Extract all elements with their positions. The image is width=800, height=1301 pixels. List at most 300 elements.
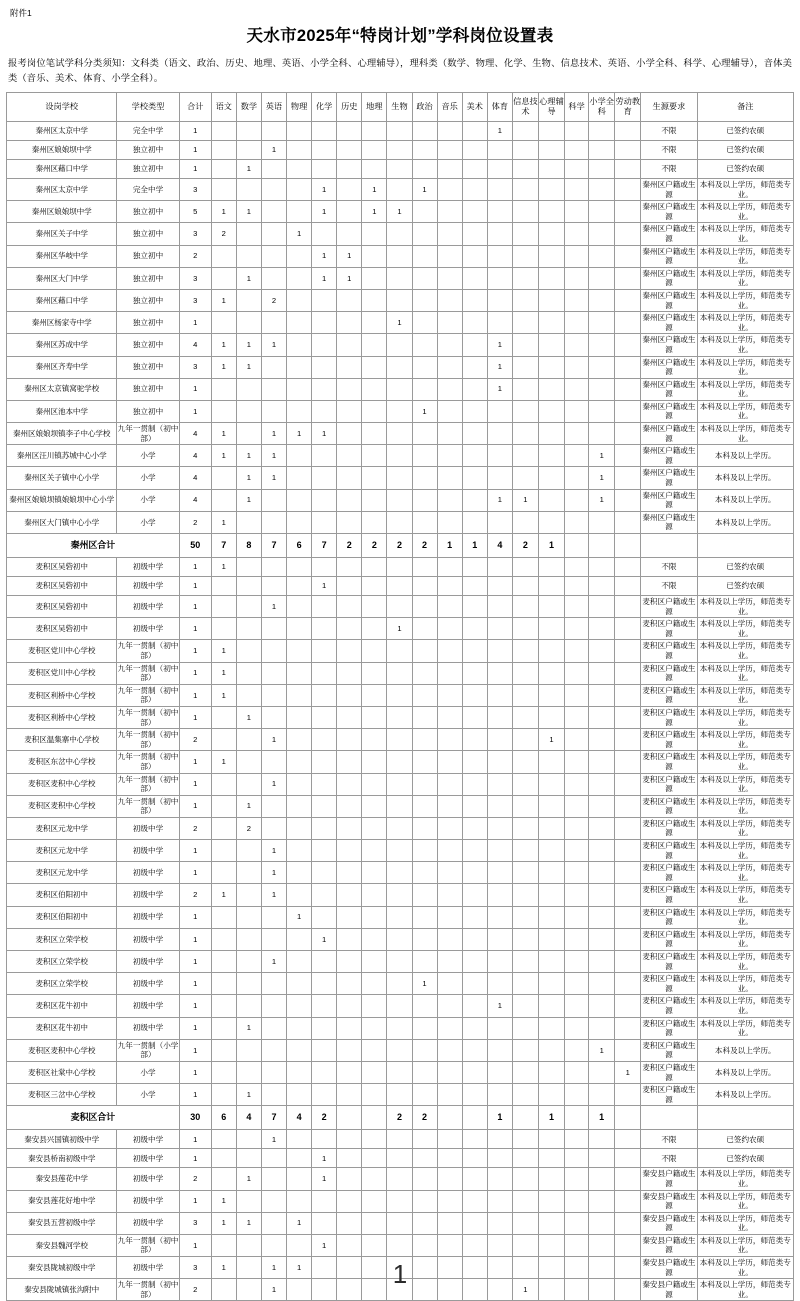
cell-source-requirement: 秦州区户籍或生源 — [641, 312, 697, 334]
cell-subject-count: 1 — [261, 951, 286, 973]
cell-subject-count — [437, 1061, 462, 1083]
cell-subject-count — [287, 995, 312, 1017]
cell-subject-count — [437, 951, 462, 973]
cell-subject-count: 1 — [487, 122, 512, 141]
cell-subject-count — [387, 1212, 412, 1234]
header-biology: 生物 — [387, 93, 412, 122]
cell-subject-count — [437, 577, 462, 596]
cell-subject-count — [437, 1168, 462, 1190]
cell-school-type: 初级中学 — [117, 1149, 179, 1168]
cell-subject-count — [615, 534, 641, 558]
cell-subject-count — [312, 817, 337, 839]
cell-total: 1 — [179, 160, 211, 179]
cell-school-type: 初级中学 — [117, 884, 179, 906]
cell-subject-count — [589, 906, 615, 928]
cell-subject-count — [565, 489, 589, 511]
header-chemistry: 化学 — [312, 93, 337, 122]
cell-subject-count — [615, 334, 641, 356]
cell-subject-count — [362, 706, 387, 728]
cell-subject-count — [261, 618, 286, 640]
cell-subject-count — [261, 201, 286, 223]
cell-subject-count — [412, 662, 437, 684]
cell-subject-count — [362, 1149, 387, 1168]
cell-subject-count — [412, 267, 437, 289]
cell-subject-count — [462, 445, 487, 467]
cell-subject-count — [312, 289, 337, 311]
cell-subject-count — [387, 1279, 412, 1301]
cell-subject-count — [512, 467, 538, 489]
cell-subject-count — [362, 1039, 387, 1061]
cell-subject-count — [387, 662, 412, 684]
cell-subject-count — [387, 1234, 412, 1256]
cell-subject-count — [437, 1084, 462, 1106]
cell-total: 3 — [179, 289, 211, 311]
cell-remarks: 本科及以上学历。 — [697, 445, 793, 467]
cell-subject-count — [462, 141, 487, 160]
cell-subject-count — [538, 1234, 564, 1256]
cell-subject-count — [589, 1212, 615, 1234]
cell-school-name: 秦州区大门镇中心小学 — [7, 511, 117, 533]
cell-subject-count — [412, 906, 437, 928]
header-art: 美术 — [462, 93, 487, 122]
cell-subject-count — [287, 356, 312, 378]
cell-remarks: 本科及以上学历，师范类专业。 — [697, 684, 793, 706]
cell-subject-count — [287, 751, 312, 773]
cell-source-requirement: 秦安县户籍或生源 — [641, 1279, 697, 1301]
table-row — [7, 201, 794, 223]
cell-subject-count — [261, 489, 286, 511]
cell-subject-count — [615, 423, 641, 445]
cell-subject-count — [565, 995, 589, 1017]
cell-subject-count — [462, 289, 487, 311]
cell-subject-count — [211, 378, 236, 400]
cell-subject-count: 1 — [487, 356, 512, 378]
cell-school-type: 独立初中 — [117, 223, 179, 245]
cell-remarks: 本科及以上学历，师范类专业。 — [697, 378, 793, 400]
cell-total: 2 — [179, 245, 211, 267]
cell-subject-count: 1 — [287, 1257, 312, 1279]
header-primary-all: 小学全科 — [589, 93, 615, 122]
cell-subject-count — [261, 378, 286, 400]
cell-subject-count — [538, 706, 564, 728]
cell-subject-count — [538, 511, 564, 533]
cell-subject-count — [337, 862, 362, 884]
cell-subject-count — [615, 1190, 641, 1212]
cell-subject-count — [387, 729, 412, 751]
cell-subject-count: 2 — [387, 1106, 412, 1130]
cell-subject-count — [512, 773, 538, 795]
cell-source-requirement: 不限 — [641, 1130, 697, 1149]
cell-subject-count — [565, 423, 589, 445]
cell-subject-count: 1 — [387, 618, 412, 640]
cell-school-name: 秦州区杨家寺中学 — [7, 312, 117, 334]
cell-school-type: 小学 — [117, 489, 179, 511]
cell-subject-count — [412, 596, 437, 618]
cell-subject-count — [211, 1149, 236, 1168]
table-row — [7, 1017, 794, 1039]
cell-subject-count — [615, 489, 641, 511]
cell-subject-count — [211, 706, 236, 728]
cell-subject-count — [565, 951, 589, 973]
cell-subject-count — [312, 706, 337, 728]
cell-subject-count: 1 — [287, 423, 312, 445]
cell-subject-count — [512, 729, 538, 751]
cell-school-name: 秦州区关子中学 — [7, 223, 117, 245]
cell-subject-count — [512, 817, 538, 839]
cell-subject-count — [412, 511, 437, 533]
cell-subject-count — [261, 1234, 286, 1256]
page-number: 1 — [392, 1259, 408, 1290]
cell-subject-count — [589, 511, 615, 533]
cell-subject-count — [589, 179, 615, 201]
cell-subject-count — [337, 706, 362, 728]
cell-school-type: 九年一贯制（初中部） — [117, 706, 179, 728]
cell-school-type: 初级中学 — [117, 1190, 179, 1212]
table-row — [7, 467, 794, 489]
cell-subject-count — [615, 1106, 641, 1130]
cell-subject-count: 1 — [487, 334, 512, 356]
cell-subject-count: 1 — [211, 662, 236, 684]
cell-subject-count — [362, 884, 387, 906]
cell-source-requirement: 秦州区户籍或生源 — [641, 245, 697, 267]
cell-subject-count — [565, 729, 589, 751]
cell-school-type: 初级中学 — [117, 951, 179, 973]
cell-subject-count — [437, 751, 462, 773]
cell-subject-count — [538, 312, 564, 334]
table-row — [7, 640, 794, 662]
cell-subject-count — [565, 577, 589, 596]
cell-subject-count — [211, 1279, 236, 1301]
cell-total: 1 — [179, 312, 211, 334]
cell-subject-count — [412, 951, 437, 973]
cell-subject-count — [387, 179, 412, 201]
cell-subject-count: 1 — [211, 558, 236, 577]
cell-subject-count — [538, 995, 564, 1017]
cell-subject-count — [565, 160, 589, 179]
cell-total: 5 — [179, 201, 211, 223]
cell-school-name: 秦州区太京镇窝驼学校 — [7, 378, 117, 400]
cell-total: 4 — [179, 423, 211, 445]
cell-subject-count — [362, 467, 387, 489]
cell-subject-count — [487, 558, 512, 577]
cell-school-name: 麦积区麦积中心学校 — [7, 1039, 117, 1061]
cell-subject-count: 1 — [236, 356, 261, 378]
cell-subject-count — [362, 840, 387, 862]
cell-subject-count — [312, 1257, 337, 1279]
cell-subject-count — [462, 577, 487, 596]
cell-subject-count — [487, 467, 512, 489]
cell-subject-count — [337, 795, 362, 817]
cell-subject-count — [312, 1190, 337, 1212]
cell-total: 1 — [179, 795, 211, 817]
cell-subject-count — [236, 973, 261, 995]
cell-subject-count — [236, 995, 261, 1017]
cell-subject-count — [615, 160, 641, 179]
cell-subject-count — [312, 773, 337, 795]
cell-subject-count — [565, 223, 589, 245]
cell-subject-count — [287, 662, 312, 684]
cell-subject-count — [589, 928, 615, 950]
cell-subject-count — [337, 973, 362, 995]
cell-subject-count — [538, 179, 564, 201]
cell-remarks: 本科及以上学历，师范类专业。 — [697, 973, 793, 995]
cell-subject-count: 1 — [387, 312, 412, 334]
cell-subject-count — [211, 141, 236, 160]
table-row — [7, 995, 794, 1017]
cell-subject-count — [387, 1149, 412, 1168]
cell-subject-count — [437, 906, 462, 928]
cell-school-type: 初级中学 — [117, 558, 179, 577]
cell-subject-count — [589, 862, 615, 884]
cell-subject-count — [236, 423, 261, 445]
cell-subject-count — [236, 729, 261, 751]
cell-subject-count — [362, 289, 387, 311]
table-row — [7, 141, 794, 160]
cell-subject-count — [312, 378, 337, 400]
cell-subject-count — [462, 618, 487, 640]
cell-source-requirement: 秦安县户籍或生源 — [641, 1234, 697, 1256]
table-row — [7, 445, 794, 467]
cell-subject-count — [565, 1190, 589, 1212]
cell-school-name: 麦积区元龙中学 — [7, 862, 117, 884]
cell-subject-count: 2 — [362, 534, 387, 558]
cell-subject-count — [487, 840, 512, 862]
cell-subject-count — [337, 289, 362, 311]
cell-source-requirement: 秦州区户籍或生源 — [641, 223, 697, 245]
cell-subject-count — [236, 884, 261, 906]
cell-subject-count — [312, 400, 337, 422]
cell-subject-count — [236, 1061, 261, 1083]
cell-subject-count — [236, 122, 261, 141]
cell-subject-count — [337, 312, 362, 334]
cell-school-type: 独立初中 — [117, 356, 179, 378]
cell-subject-count — [565, 906, 589, 928]
cell-school-name: 秦州区娘娘坝中学 — [7, 141, 117, 160]
cell-subject-count — [337, 334, 362, 356]
cell-subject-count — [412, 223, 437, 245]
cell-subject-count: 1 — [312, 245, 337, 267]
cell-remarks: 本科及以上学历，师范类专业。 — [697, 729, 793, 751]
cell-school-name: 麦积区立荣学校 — [7, 973, 117, 995]
cell-subject-count — [387, 334, 412, 356]
cell-subject-count — [487, 618, 512, 640]
cell-subject-count — [362, 729, 387, 751]
cell-subject-count — [615, 1149, 641, 1168]
cell-subject-count — [487, 1190, 512, 1212]
cell-subject-count — [337, 884, 362, 906]
cell-subject-count: 1 — [211, 201, 236, 223]
cell-subject-count: 1 — [312, 1234, 337, 1256]
cell-subject-count — [538, 267, 564, 289]
cell-subject-count — [387, 1130, 412, 1149]
cell-subject-count — [287, 951, 312, 973]
cell-subject-count — [412, 1212, 437, 1234]
cell-subject-count — [589, 558, 615, 577]
header-politics: 政治 — [412, 93, 437, 122]
header-music: 音乐 — [437, 93, 462, 122]
cell-subject-count — [211, 267, 236, 289]
cell-subject-count: 1 — [211, 1190, 236, 1212]
cell-subject-count — [589, 400, 615, 422]
cell-subject-count — [387, 1257, 412, 1279]
cell-subject-count — [462, 245, 487, 267]
cell-subject-count — [412, 356, 437, 378]
cell-remarks: 本科及以上学历，师范类专业。 — [697, 201, 793, 223]
cell-subject-count — [412, 773, 437, 795]
cell-subject-count — [387, 751, 412, 773]
cell-remarks: 已签约农硕 — [697, 141, 793, 160]
cell-subject-count — [387, 1084, 412, 1106]
table-row — [7, 245, 794, 267]
cell-school-name: 麦积区三岔中心学校 — [7, 1084, 117, 1106]
cell-subject-count — [565, 511, 589, 533]
cell-subject-count — [412, 467, 437, 489]
cell-subject-count — [312, 511, 337, 533]
cell-subject-count — [261, 1168, 286, 1190]
cell-remarks: 本科及以上学历，师范类专业。 — [697, 1257, 793, 1279]
cell-subject-count: 1 — [261, 840, 286, 862]
cell-remarks: 本科及以上学历，师范类专业。 — [697, 773, 793, 795]
cell-source-requirement: 麦积区户籍或生源 — [641, 840, 697, 862]
table-row — [7, 489, 794, 511]
cell-subject-count — [538, 1190, 564, 1212]
cell-subject-count — [412, 577, 437, 596]
cell-school-type: 初级中学 — [117, 1168, 179, 1190]
cell-total: 1 — [179, 577, 211, 596]
cell-source-requirement: 秦州区户籍或生源 — [641, 511, 697, 533]
cell-subject-count — [538, 1084, 564, 1106]
cell-subject-count — [362, 558, 387, 577]
cell-subject-count — [211, 400, 236, 422]
cell-remarks: 本科及以上学历，师范类专业。 — [697, 640, 793, 662]
cell-subject-count — [487, 445, 512, 467]
table-row — [7, 334, 794, 356]
cell-subject-count — [512, 1257, 538, 1279]
cell-subject-count: 2 — [211, 223, 236, 245]
cell-subject-count — [261, 1061, 286, 1083]
cell-school-name: 秦州区华岐中学 — [7, 245, 117, 267]
cell-subject-count — [615, 973, 641, 995]
cell-school-name: 秦安县魏河学校 — [7, 1234, 117, 1256]
cell-subject-count: 4 — [287, 1106, 312, 1130]
cell-school-type: 初级中学 — [117, 1017, 179, 1039]
cell-total: 4 — [179, 467, 211, 489]
cell-subject-count — [437, 1212, 462, 1234]
cell-subject-count — [589, 1234, 615, 1256]
cell-subject-count — [589, 618, 615, 640]
cell-subject-count — [362, 577, 387, 596]
cell-subject-count — [437, 558, 462, 577]
cell-subject-count — [412, 289, 437, 311]
table-row — [7, 1061, 794, 1083]
cell-subject-count — [312, 795, 337, 817]
cell-total: 1 — [179, 1039, 211, 1061]
cell-subject-count — [615, 1017, 641, 1039]
cell-subject-count — [589, 378, 615, 400]
cell-subject-count — [462, 223, 487, 245]
cell-subject-count — [236, 1234, 261, 1256]
cell-subject-count — [287, 179, 312, 201]
cell-subject-count — [287, 267, 312, 289]
cell-subject-count: 1 — [211, 884, 236, 906]
cell-total: 1 — [179, 640, 211, 662]
cell-subject-count — [565, 795, 589, 817]
cell-subject-count — [287, 467, 312, 489]
cell-subject-count — [589, 141, 615, 160]
cell-subject-count: 1 — [236, 1212, 261, 1234]
cell-subject-count — [512, 684, 538, 706]
cell-subject-count — [437, 995, 462, 1017]
cell-subject-count — [487, 817, 512, 839]
cell-subject-count — [462, 489, 487, 511]
cell-subject-count — [512, 356, 538, 378]
cell-school-name: 秦州区池本中学 — [7, 400, 117, 422]
cell-subject-count — [412, 1061, 437, 1083]
cell-subject-count — [462, 706, 487, 728]
cell-subject-count — [387, 862, 412, 884]
cell-subject-count — [487, 906, 512, 928]
cell-school-name: 麦积区温集寨中心学校 — [7, 729, 117, 751]
cell-subject-count: 2 — [337, 534, 362, 558]
cell-school-name: 秦州区大门中学 — [7, 267, 117, 289]
table-row — [7, 160, 794, 179]
cell-subject-count — [565, 1168, 589, 1190]
cell-subject-count — [412, 618, 437, 640]
cell-subject-count: 1 — [362, 179, 387, 201]
cell-subject-count — [387, 973, 412, 995]
cell-subject-count — [462, 684, 487, 706]
cell-school-name: 麦积区伯阳初中 — [7, 906, 117, 928]
cell-subject-count — [236, 179, 261, 201]
cell-subject-count: 2 — [412, 1106, 437, 1130]
cell-subject-count — [287, 1061, 312, 1083]
header-psychology: 心理辅导 — [538, 93, 564, 122]
cell-source-requirement: 麦积区户籍或生源 — [641, 596, 697, 618]
cell-source-requirement: 麦积区户籍或生源 — [641, 1061, 697, 1083]
cell-subject-count: 1 — [236, 467, 261, 489]
cell-subject-count — [589, 289, 615, 311]
cell-subject-count — [565, 1212, 589, 1234]
cell-school-type: 九年一贯制（小学部） — [117, 1039, 179, 1061]
cell-subject-count — [387, 928, 412, 950]
header-labor-edu: 劳动教育 — [615, 93, 641, 122]
cell-subject-count — [512, 884, 538, 906]
cell-subject-count — [312, 334, 337, 356]
cell-subject-count — [211, 618, 236, 640]
cell-total: 1 — [179, 706, 211, 728]
cell-subject-count — [589, 684, 615, 706]
cell-subject-count — [211, 817, 236, 839]
cell-subject-count — [487, 795, 512, 817]
cell-subject-count — [565, 334, 589, 356]
cell-school-type: 独立初中 — [117, 141, 179, 160]
cell-source-requirement: 麦积区户籍或生源 — [641, 884, 697, 906]
cell-subject-count — [615, 1168, 641, 1190]
cell-subject-count — [211, 160, 236, 179]
cell-subject-count — [462, 400, 487, 422]
cell-subject-count — [362, 684, 387, 706]
cell-subject-count — [437, 1039, 462, 1061]
cell-subject-count — [236, 640, 261, 662]
cell-subject-count — [538, 1279, 564, 1301]
cell-subject-count — [387, 884, 412, 906]
cell-subject-count — [487, 884, 512, 906]
cell-subject-count — [337, 1279, 362, 1301]
cell-subject-count — [462, 1106, 487, 1130]
cell-subject-count — [512, 951, 538, 973]
cell-subject-count — [412, 122, 437, 141]
cell-subject-count: 1 — [236, 334, 261, 356]
